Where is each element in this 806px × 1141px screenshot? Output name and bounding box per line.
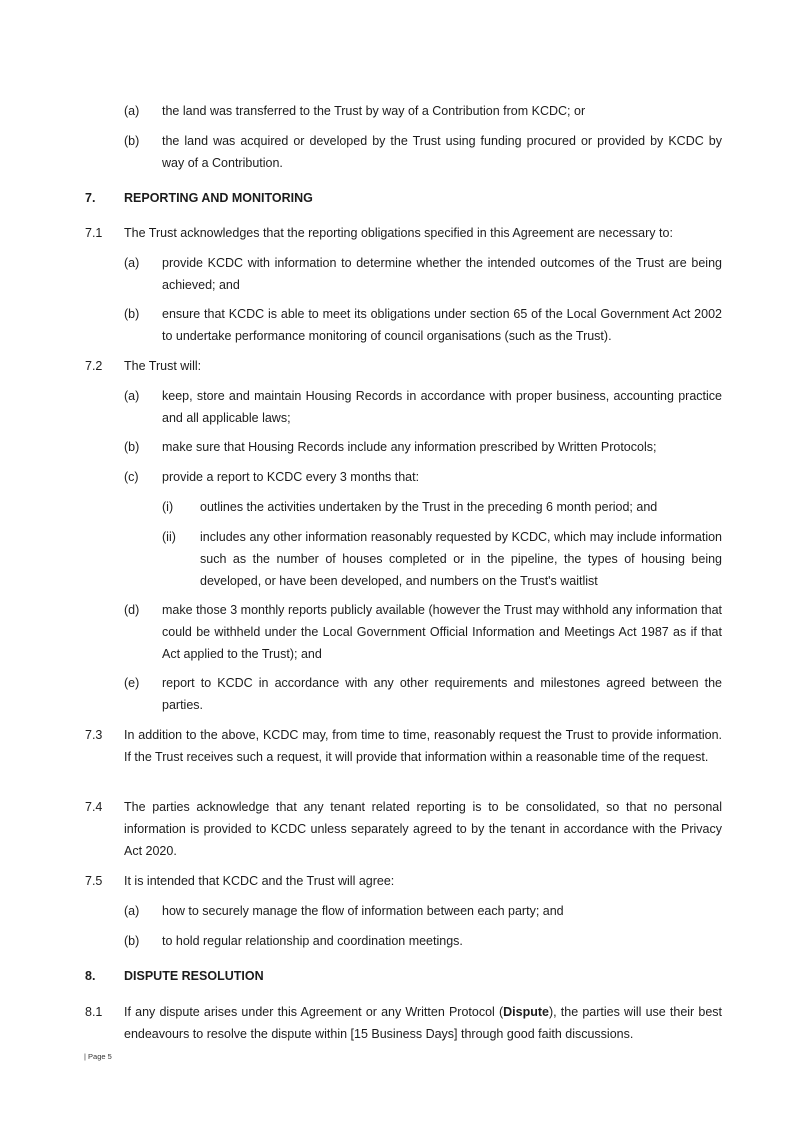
clause-text: The Trust will:: [124, 359, 202, 373]
clause-number: 8.1: [85, 1005, 103, 1019]
clause-text: make those 3 monthly reports publicly available (however the Trust may withhold any information that could be withheld under the Local Government Official Information and Meetings Act 1987 as if that Act applied to the Trust); and: [162, 603, 722, 661]
clause-number: (b): [124, 307, 140, 321]
clause-text: report to KCDC in accordance with any other requirements and milestones agreed between the parties.: [162, 676, 722, 712]
clause-text: the land was acquired or developed by the Trust using funding procured or provided by KCDC by way of a Contribution.: [162, 134, 722, 170]
clause-number: (b): [124, 934, 140, 948]
clause-number: 7.1: [85, 226, 103, 240]
clause-number: (a): [124, 104, 140, 118]
clause-text: The parties acknowledge that any tenant related reporting is to be consolidated, so that no personal information is provided to KCDC unless separately agreed to by the tenant in accordance with the Privacy Act 2020.: [124, 800, 722, 858]
clause-text: provide KCDC with information to determine whether the intended outcomes of the Trust are being achieved; and: [162, 256, 722, 292]
clause-text: to hold regular relationship and coordination meetings.: [162, 934, 463, 948]
clause-text: The Trust acknowledges that the reporting obligations specified in this Agreement are necessary to:: [124, 226, 673, 240]
clause-number: (c): [124, 470, 139, 484]
clause-number: (ii): [162, 530, 176, 544]
page-footer: | Page 5: [84, 1052, 112, 1061]
clause-number: (a): [124, 389, 140, 403]
clause-number: (b): [124, 440, 140, 454]
clause-text: [124, 1001, 722, 1045]
clause-text: outlines the activities undertaken by the Trust in the preceding 6 month period; and: [200, 500, 658, 514]
clause-text: In addition to the above, KCDC may, from time to time, reasonably request the Trust to provide information. If the Trust receives such a request, it will provide that information within a reasonable time of the request.: [124, 728, 722, 764]
clause-text: how to securely manage the flow of information between each party; and: [162, 904, 564, 918]
heading-number: 8.: [85, 969, 96, 983]
clause-number: (a): [124, 256, 140, 270]
heading-number: 7.: [85, 191, 96, 205]
clause-text-end: ), the parties will use their best endeavours to resolve the dispute within [15 Business Days] through good faith discussions.: [124, 1005, 723, 1041]
clause-number: 7.4: [85, 800, 103, 814]
clause-text: the land was transferred to the Trust by way of a Contribution from KCDC; or: [162, 104, 586, 118]
clause-number: (e): [124, 676, 140, 690]
clause-number: 7.2: [85, 359, 103, 373]
clause-text: ensure that KCDC is able to meet its obligations under section 65 of the Local Government Act 2002 to undertake performance monitoring of council organisations (such as the Trust).: [162, 307, 722, 343]
clause-number: (d): [124, 603, 140, 617]
defined-term-dispute: Dispute: [503, 1005, 549, 1019]
clause-text: keep, store and maintain Housing Records in accordance with proper business, accounting practice and all applicable laws;: [162, 389, 722, 425]
clause-number: 7.3: [85, 728, 103, 742]
heading-text: DISPUTE RESOLUTION: [124, 969, 264, 983]
clause-text-start: If any dispute arises under this Agreement or any Written Protocol (: [124, 1005, 504, 1019]
heading-text: REPORTING AND MONITORING: [124, 191, 313, 205]
clause-number: (b): [124, 134, 140, 148]
clause-text: It is intended that KCDC and the Trust will agree:: [124, 874, 395, 888]
clause-number: 7.5: [85, 874, 103, 888]
clause-number: (i): [162, 500, 174, 514]
clause-number: (a): [124, 904, 140, 918]
clause-text: make sure that Housing Records include any information prescribed by Written Protocols;: [162, 440, 657, 454]
clause-text: includes any other information reasonably requested by KCDC, which may include information such as the number of houses completed or in the pipeline, the types of housing being developed, or have been developed, and numbers on the Trust's waitlist: [200, 530, 722, 588]
clause-text: provide a report to KCDC every 3 months that:: [162, 470, 420, 484]
